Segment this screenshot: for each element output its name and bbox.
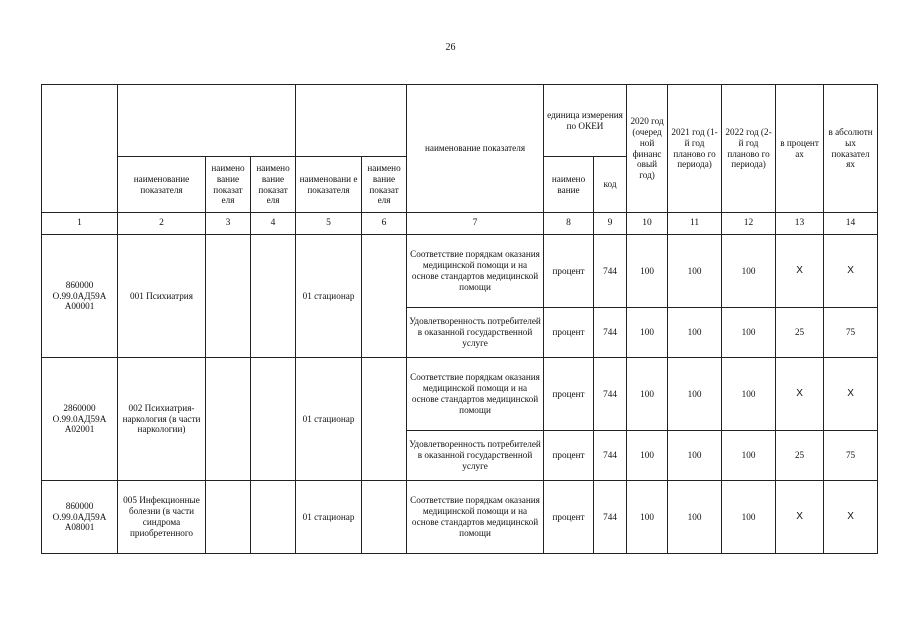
col-number: 3 — [206, 213, 251, 235]
header-unit-name: наимено вание — [544, 157, 594, 213]
empty-cell — [362, 235, 407, 358]
table-row — [42, 358, 878, 431]
indicator-name: Соответствие порядкам оказания медицинской помощи и на основе стандартов медицинской помощи — [407, 481, 544, 554]
registry-code: 860000 О.99.0АД59А А00001 — [42, 235, 118, 358]
empty-cell — [362, 358, 407, 481]
deviation-percent: 25 — [776, 308, 824, 358]
header-unit-group: единица измерения по ОКЕИ — [544, 85, 627, 157]
service-condition: 01 стационар — [296, 481, 362, 554]
empty-cell — [251, 481, 296, 554]
value-2020: 100 — [627, 481, 668, 554]
header-group1-col4: наимено вание показат еля — [251, 157, 296, 213]
header-indicator-name: наименование показателя — [407, 85, 544, 213]
col-number: 5 — [296, 213, 362, 235]
deviation-absolute: X — [824, 358, 878, 431]
header-percent: в процент ах — [776, 85, 824, 213]
header-group2-col6: наимено вание показат еля — [362, 157, 407, 213]
col-number: 2 — [118, 213, 206, 235]
indicator-name: Удовлетворенность потребителей в оказанной государственной услуге — [407, 431, 544, 481]
header-group1-col3: наимено вание показат еля — [206, 157, 251, 213]
value-2022: 100 — [722, 235, 776, 308]
value-2021: 100 — [668, 431, 722, 481]
deviation-percent: X — [776, 358, 824, 431]
col-number: 13 — [776, 213, 824, 235]
deviation-percent: X — [776, 481, 824, 554]
col-number: 11 — [668, 213, 722, 235]
indicator-name: Удовлетворенность потребителей в оказанной государственной услуге — [407, 308, 544, 358]
empty-cell — [206, 235, 251, 358]
col-number: 14 — [824, 213, 878, 235]
value-2022: 100 — [722, 431, 776, 481]
header-group2-label: наименовани е показателя — [296, 157, 362, 213]
unit-name: процент — [544, 235, 594, 308]
deviation-percent: X — [776, 235, 824, 308]
col-number: 10 — [627, 213, 668, 235]
empty-cell — [362, 481, 407, 554]
service-profile: 001 Психиатрия — [118, 235, 206, 358]
table-row — [42, 235, 878, 308]
registry-code: 2860000 О.99.0АД59А А02001 — [42, 358, 118, 481]
indicator-name: Соответствие порядкам оказания медицинской помощи и на основе стандартов медицинской помощи — [407, 235, 544, 308]
col-number: 7 — [407, 213, 544, 235]
col-number: 8 — [544, 213, 594, 235]
service-profile: 005 Инфекционные болезни (в части синдрома приобретенного — [118, 481, 206, 554]
registry-code: 860000 О.99.0АД59А А08001 — [42, 481, 118, 554]
deviation-absolute: X — [824, 235, 878, 308]
value-2022: 100 — [722, 308, 776, 358]
empty-cell — [206, 358, 251, 481]
service-profile: 002 Психиатрия-наркология (в части наркологии) — [118, 358, 206, 481]
unit-name: процент — [544, 358, 594, 431]
value-2021: 100 — [668, 308, 722, 358]
header-group1-label: наименование показателя — [118, 157, 206, 213]
okei-code: 744 — [594, 308, 627, 358]
value-2020: 100 — [627, 358, 668, 431]
header-year-2020: 2020 год (очеред ной финанс овый год) — [627, 85, 668, 213]
col-number: 12 — [722, 213, 776, 235]
value-2021: 100 — [668, 481, 722, 554]
deviation-absolute: X — [824, 481, 878, 554]
col-number: 4 — [251, 213, 296, 235]
value-2022: 100 — [722, 481, 776, 554]
empty-cell — [251, 235, 296, 358]
unit-name: процент — [544, 431, 594, 481]
service-condition: 01 стационар — [296, 358, 362, 481]
header-absolute: в абсолютн ых показател ях — [824, 85, 878, 213]
deviation-absolute: 75 — [824, 308, 878, 358]
table-row — [42, 481, 878, 554]
col-number: 9 — [594, 213, 627, 235]
header-group2-top — [296, 85, 407, 157]
quality-indicators-table — [41, 84, 878, 554]
okei-code: 744 — [594, 481, 627, 554]
header-empty-col1 — [42, 85, 118, 213]
value-2022: 100 — [722, 358, 776, 431]
value-2020: 100 — [627, 235, 668, 308]
column-numbers-row — [42, 213, 878, 235]
okei-code: 744 — [594, 431, 627, 481]
header-year-2021: 2021 год (1-й год планово го периода) — [668, 85, 722, 213]
unit-name: процент — [544, 481, 594, 554]
value-2021: 100 — [668, 358, 722, 431]
empty-cell — [251, 358, 296, 481]
deviation-absolute: 75 — [824, 431, 878, 481]
value-2021: 100 — [668, 235, 722, 308]
service-condition: 01 стационар — [296, 235, 362, 358]
okei-code: 744 — [594, 358, 627, 431]
deviation-percent: 25 — [776, 431, 824, 481]
okei-code: 744 — [594, 235, 627, 308]
empty-cell — [206, 481, 251, 554]
header-year-2022: 2022 год (2-й год планово го периода) — [722, 85, 776, 213]
indicator-name: Соответствие порядкам оказания медицинской помощи и на основе стандартов медицинской помощи — [407, 358, 544, 431]
unit-name: процент — [544, 308, 594, 358]
col-number: 6 — [362, 213, 407, 235]
col-number: 1 — [42, 213, 118, 235]
header-unit-code: код — [594, 157, 627, 213]
value-2020: 100 — [627, 431, 668, 481]
page-number: 26 — [445, 42, 456, 53]
value-2020: 100 — [627, 308, 668, 358]
header-group1-top — [118, 85, 296, 157]
